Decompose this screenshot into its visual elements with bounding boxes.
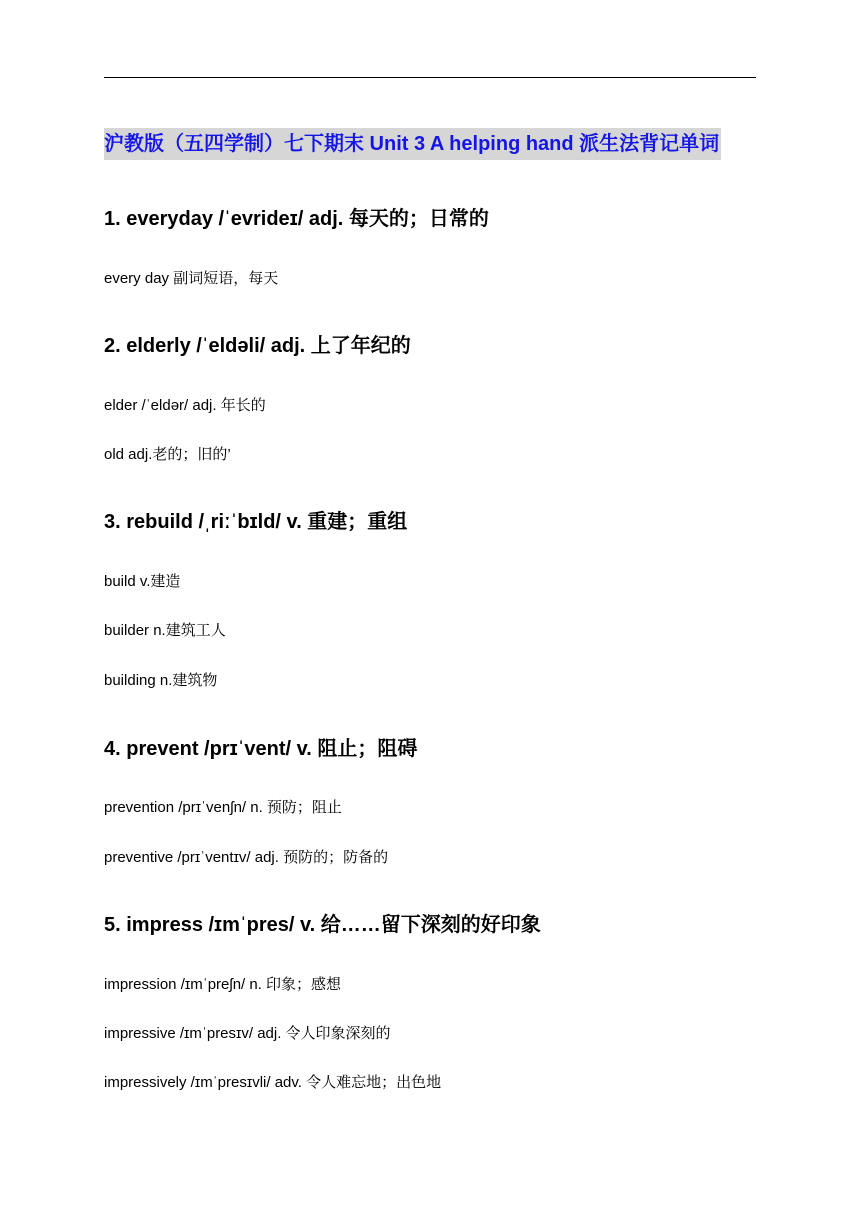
entry-line: impressively /ɪmˈpresɪvli/ adv. 令人难忘地；出色地 (104, 1074, 442, 1091)
entry-heading-rebuild: 3. rebuild /ˌriːˈbɪld/ v. 重建；重组 (104, 511, 408, 533)
entry-line: build v.建造 (104, 573, 181, 590)
document-title: 沪教版（五四学制）七下期末 Unit 3 A helping hand 派生法背记单词 (104, 128, 721, 160)
entry-heading-prevent: 4. prevent /prɪˈvent/ v. 阻止；阻碍 (104, 738, 418, 760)
entry-line: preventive /prɪˈventɪv/ adj. 预防的；防备的 (104, 849, 389, 866)
entry-heading-elderly: 2. elderly /ˈeldəli/ adj. 上了年纪的 (104, 335, 411, 357)
entry-line: prevention /prɪˈvenʃn/ n. 预防；阻止 (104, 799, 342, 816)
entry-line: impression /ɪmˈpreʃn/ n. 印象；感想 (104, 976, 342, 993)
header-rule (104, 77, 756, 78)
entry-line: impressive /ɪmˈpresɪv/ adj. 令人印象深刻的 (104, 1025, 391, 1042)
entry-line: building n.建筑物 (104, 672, 218, 689)
entry-line: elder /ˈeldər/ adj. 年长的 (104, 397, 266, 414)
entry-line: every day 副词短语，每天 (104, 270, 279, 287)
entry-heading-impress: 5. impress /ɪmˈpres/ v. 给……留下深刻的好印象 (104, 914, 541, 936)
entry-line: builder n.建筑工人 (104, 622, 226, 639)
entry-line: old adj.老的；旧的’ (104, 446, 231, 463)
entry-heading-everyday: 1. everyday /ˈevrideɪ/ adj. 每天的；日常的 (104, 208, 489, 230)
